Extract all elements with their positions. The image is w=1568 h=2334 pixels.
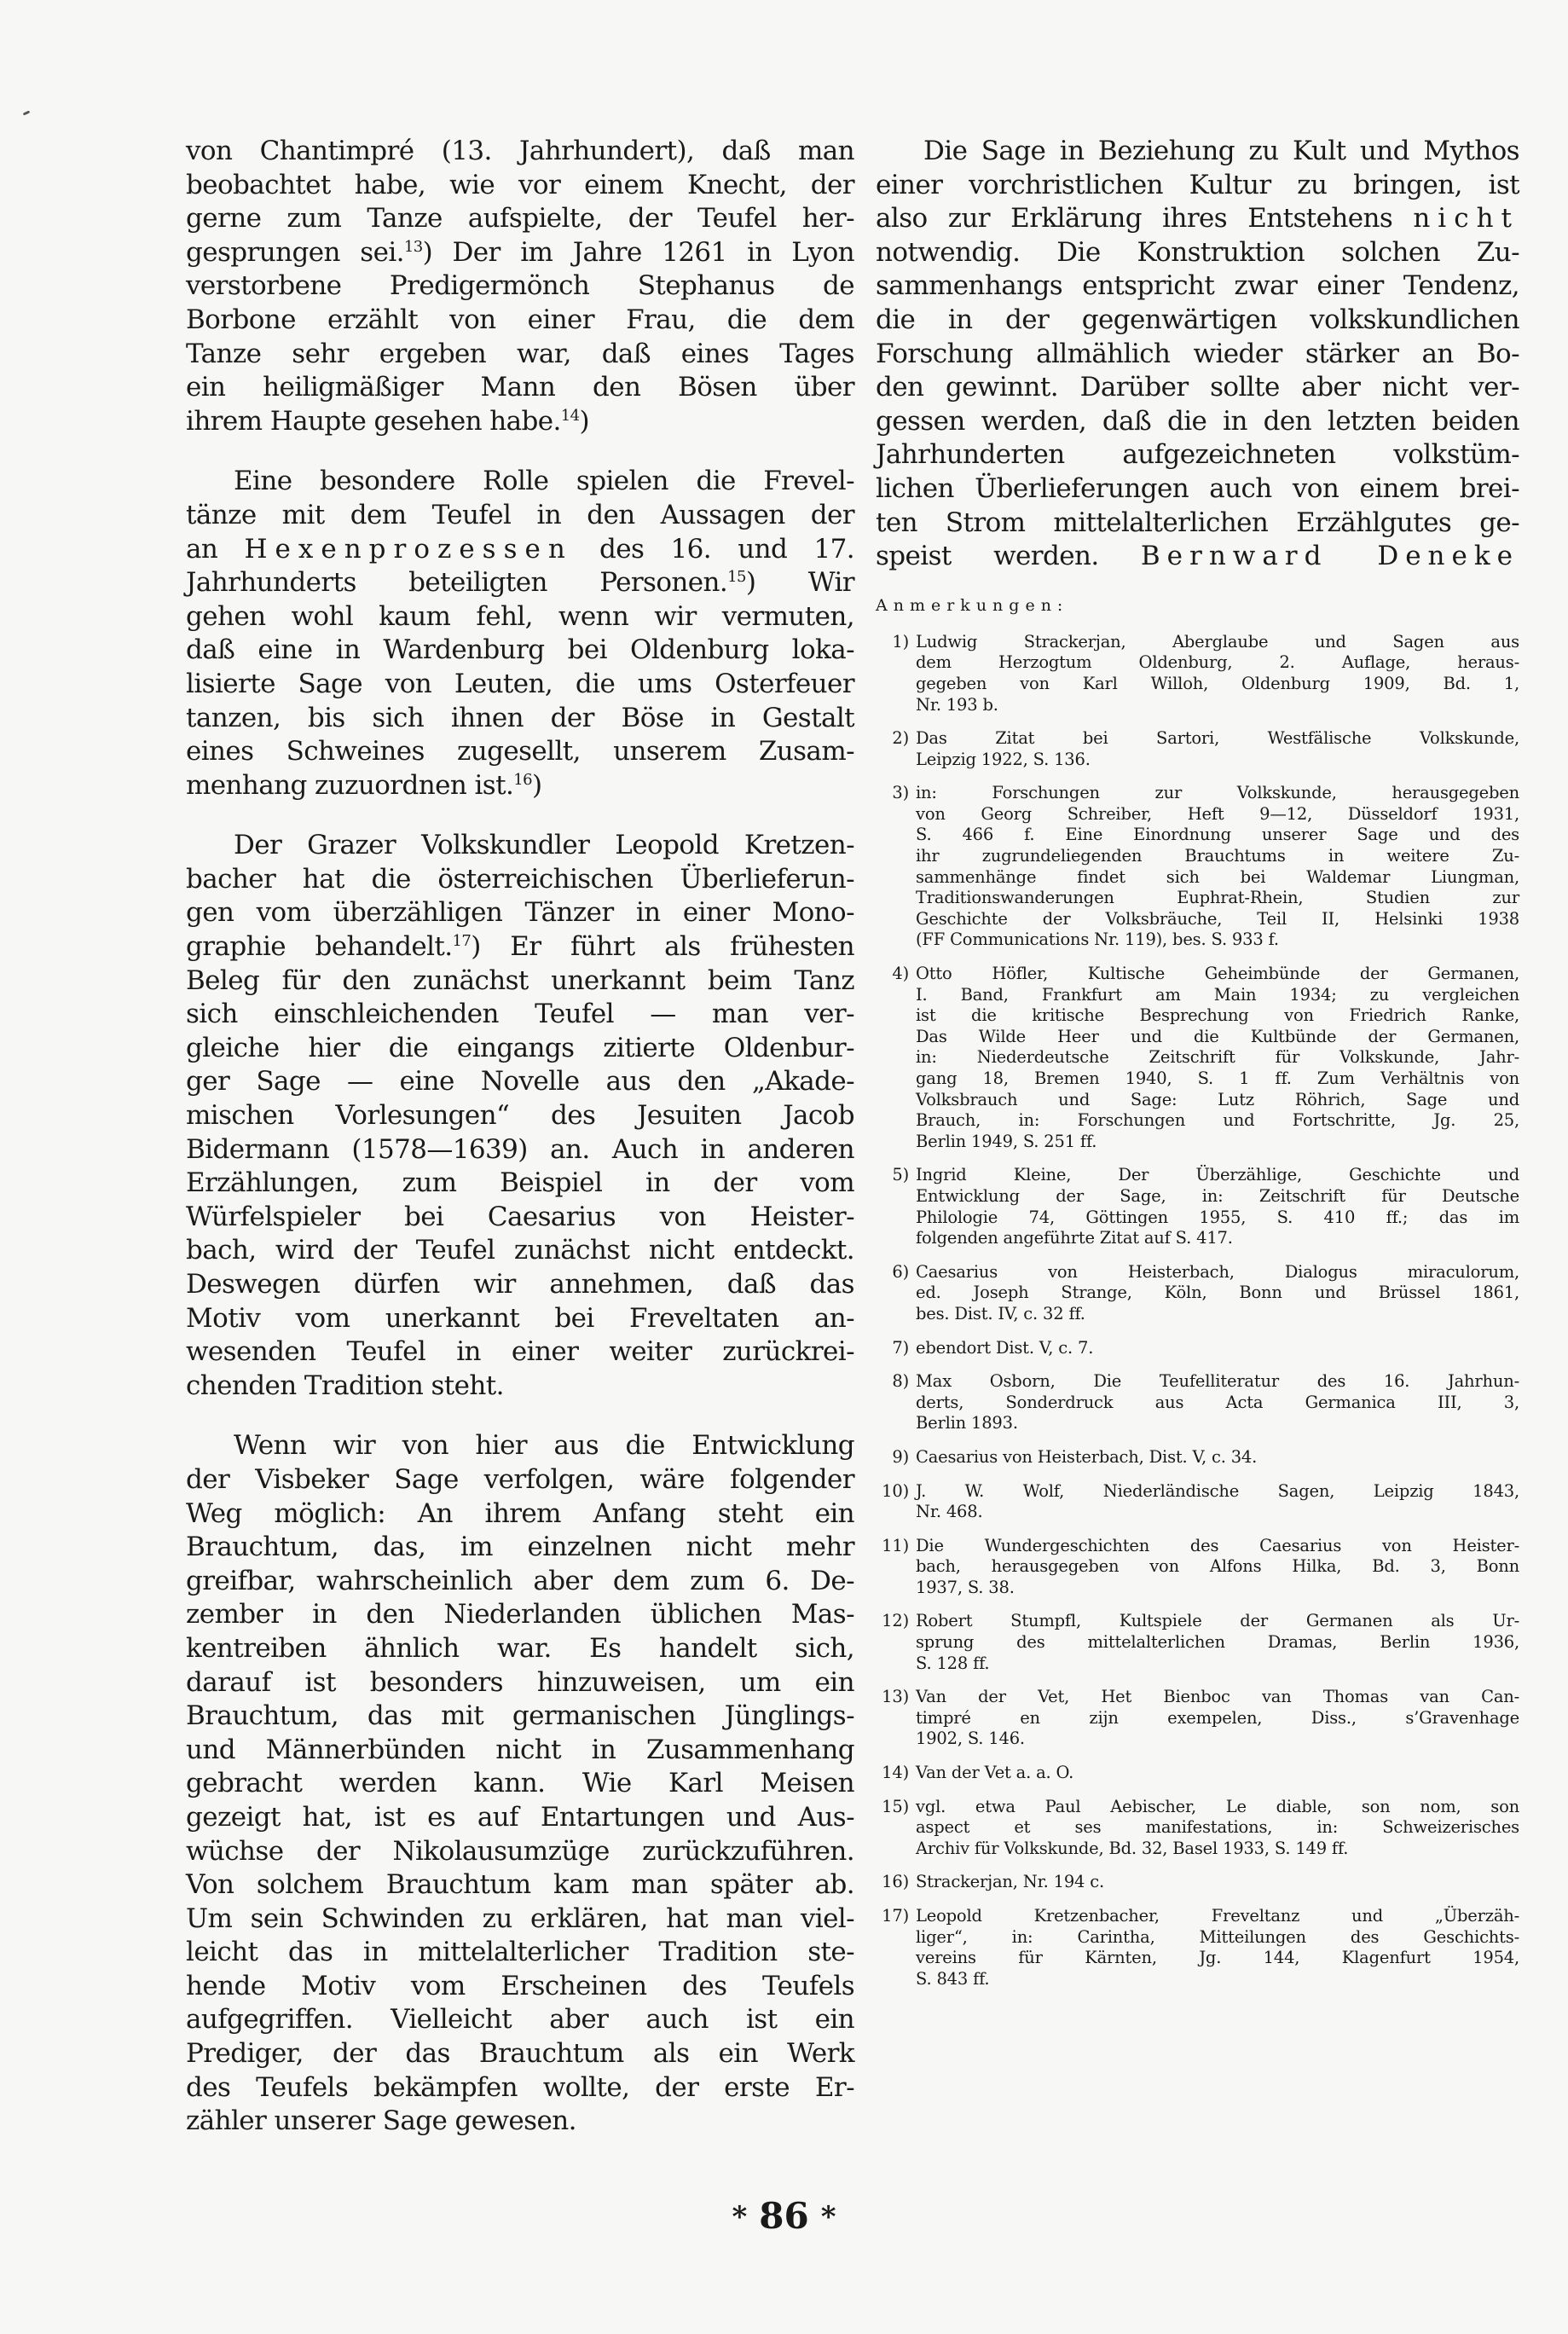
text-line: gezeigt hat, ist es auf Entartungen und Aus-: [186, 1801, 854, 1833]
footnote-line: ed. Joseph Strange, Köln, Bonn und Brüssel 1861,: [916, 1283, 1519, 1303]
footnote-line: dem Herzogtum Oldenburg, 2. Auflage, heraus-: [916, 652, 1519, 673]
signature-line: [876, 540, 1519, 574]
text-line: Brauchtum, das, im einzelnen nicht mehr: [186, 1532, 854, 1563]
text-line: die in der gegenwärtigen volkskundlichen: [876, 304, 1519, 335]
text-line: lichen Überlieferungen auch von einem brei-: [876, 472, 1519, 504]
footnote-line: (FF Communications Nr. 119), bes. S. 933 f.: [916, 930, 1279, 950]
footnote-text: [916, 1872, 1519, 1893]
footnote-line: Nr. 193 b.: [916, 694, 998, 715]
footnote-line: Geschichte der Volksbräuche, Teil II, Helsinki 1938: [916, 908, 1519, 929]
footnote-line: ihr zugrundeliegenden Brauchtums in weitere Zu-: [916, 846, 1519, 866]
footnote-number: 3): [892, 783, 909, 803]
footnote-line: Nr. 468.: [916, 1502, 983, 1522]
footnote-item: [876, 1906, 1519, 1989]
text-line: an Hexenprozessen des 16. und 17.: [186, 533, 854, 565]
footnote-line: vereins für Kärnten, Jg. 144, Klagenfurt 1954,: [916, 1948, 1519, 1968]
footnote-line: bach, herausgegeben von Alfons Hilka, Bd. 3, Bonn: [916, 1556, 1519, 1577]
footnote-number: 2): [892, 728, 909, 749]
page-number: [0, 2195, 1568, 2237]
footnote-number: 7): [892, 1337, 909, 1358]
notes-heading: Anmerkungen:: [876, 595, 1069, 615]
text-line: Weg möglich: An ihrem Anfang steht ein: [186, 1497, 854, 1529]
footnote-ref: 17: [452, 932, 472, 951]
text-line: ihrem Haupte gesehen habe.$^{14}$): [186, 405, 589, 437]
text-line: darauf ist besonders hinzuweisen, um ein: [186, 1666, 854, 1698]
footnote-line: Das Wilde Heer und die Kultbünde der Germanen,: [916, 1026, 1519, 1046]
footnote-item: [876, 1481, 1519, 1523]
text-line: gerne zum Tanze aufspielte, der Teufel her-: [186, 203, 854, 235]
footnote-line: gegeben von Karl Willoh, Oldenburg 1909, Bd. 1,: [916, 673, 1519, 693]
footnote-line: Robert Stumpfl, Kultspiele der Germanen als Ur-: [916, 1611, 1519, 1631]
body-paragraph: [186, 135, 854, 438]
footnote-ref: 14: [560, 406, 580, 425]
footnote-line: Caesarius von Heisterbach, Dialogus miraculorum,: [916, 1261, 1519, 1282]
footnote-number: 12): [882, 1611, 909, 1631]
footnote-line: 1937, S. 38.: [916, 1577, 1015, 1597]
footnote-item: [876, 1447, 1519, 1468]
text-line: Prediger, der das Brauchtum als ein Werk: [186, 2038, 854, 2070]
text-line: Die Sage in Beziehung zu Kult und Mythos: [923, 136, 1519, 166]
text-line: greifbar, wahrscheinlich aber dem zum 6. De-: [186, 1565, 854, 1596]
body-paragraph: [186, 829, 854, 1403]
text-line: Brauchtum, das mit germanischen Jünglings-: [186, 1700, 854, 1732]
text-line: mischen Vorlesungen“ des Jesuiten Jacob: [186, 1100, 854, 1132]
text-line: ten Strom mittelalterlichen Erzählgutes ge-: [876, 507, 1519, 538]
footnote-number: 5): [892, 1165, 909, 1185]
footnote-line: 1902, S. 146.: [916, 1729, 1025, 1749]
footnote-line: Ludwig Strackerjan, Aberglaube und Sagen aus: [916, 631, 1519, 652]
text-line: beobachtet habe, wie vor einem Knecht, der: [186, 169, 854, 200]
footnote-item: [876, 1371, 1519, 1434]
footnote-line: sammenhänge findet sich bei Waldemar Liungman,: [916, 866, 1519, 887]
footnote-line: Brauch, in: Forschungen und Fortschritte, Jg. 25,: [916, 1110, 1519, 1131]
footnote-line: J. W. Wolf, Niederländische Sagen, Leipzig 1843,: [916, 1480, 1519, 1501]
footnote-text: [916, 728, 1519, 770]
footnote-line: Das Zitat bei Sartori, Westfälische Volkskunde,: [916, 728, 1519, 749]
emphasis-spaced: nicht: [1413, 203, 1519, 235]
text-line: gessen werden, daß die in den letzten beiden: [876, 405, 1519, 437]
text-line: notwendig. Die Konstruktion solchen Zu-: [876, 236, 1519, 268]
text-line: gleiche hier die eingangs zitierte Oldenbur-: [186, 1032, 854, 1063]
body-paragraph: [186, 1429, 854, 2138]
footnote-line: bes. Dist. IV, c. 32 ff.: [916, 1303, 1085, 1323]
body-paragraph: [186, 465, 854, 802]
footnote-line: S. 843 ff.: [916, 1968, 990, 1989]
right-column: [876, 135, 1519, 2002]
text-line: ein heiligmäßiger Mann den Bösen über: [186, 372, 854, 403]
footnote-line: Caesarius von Heisterbach, Dist. V, c. 34.: [916, 1446, 1258, 1467]
footnote-text: [916, 1536, 1519, 1599]
footnote-line: vgl. etwa Paul Aebischer, Le diable, son nom, son: [916, 1796, 1519, 1816]
footnotes-list: [876, 632, 1519, 1990]
text-line: von Chantimpré (13. Jahrhundert), daß man: [186, 136, 854, 166]
text-line: Jahrhunderten aufgezeichneten volkstüm-: [876, 439, 1519, 471]
footnote-text: [916, 1262, 1519, 1325]
footnote-line: timpré en zijn exempelen, Diss., s’Gravenhage: [916, 1707, 1519, 1728]
star-ornament-icon: *: [732, 2200, 748, 2234]
text-line: bacher hat die österreichischen Überlieferun-: [186, 863, 854, 895]
footnote-number: 14): [882, 1763, 909, 1783]
footnote-ref: 13: [403, 237, 423, 256]
footnote-line: S. 128 ff.: [916, 1653, 990, 1673]
footnote-line: Strackerjan, Nr. 194 c.: [916, 1872, 1104, 1892]
text-line: hende Motiv vom Erscheinen des Teufels: [186, 1970, 854, 2001]
footnote-text: [916, 1906, 1519, 1989]
text-line: bach, wird der Teufel zunächst nicht entdeckt.: [186, 1235, 854, 1266]
footnote-text: [916, 1687, 1519, 1750]
text-line: Wenn wir von hier aus die Entwicklung: [234, 1430, 854, 1462]
footnote-number: 10): [882, 1480, 909, 1501]
footnote-line: derts, Sonderdruck aus Acta Germanica III, 3,: [916, 1392, 1519, 1412]
footnote-item: [876, 632, 1519, 715]
text-line: wüchse der Nikolausumzüge zurückzuführen.: [186, 1835, 854, 1867]
text-line: chenden Tradition steht.: [186, 1370, 504, 1401]
footnote-text: [916, 1165, 1519, 1248]
footnote-line: aspect et ses manifestations, in: Schweizerisches: [916, 1817, 1519, 1838]
footnote-line: Van der Vet a. a. O.: [916, 1763, 1074, 1783]
footnote-item: [876, 1262, 1519, 1325]
footnote-text: [916, 1611, 1519, 1674]
footnote-line: Ingrid Kleine, Der Überzählige, Geschichte und: [916, 1165, 1519, 1185]
footnote-line: Archiv für Volkskunde, Bd. 32, Basel 1933, S. 149 ff.: [916, 1838, 1349, 1858]
text-line: Tanze sehr ergeben war, daß eines Tages: [186, 338, 854, 369]
footnote-line: S. 466 f. Eine Einordnung unserer Sage und des: [916, 825, 1519, 845]
footnote-line: in: Forschungen zur Volkskunde, herausgegeben: [916, 783, 1519, 803]
footnote-line: von Georg Schreiber, Heft 9—12, Düsseldorf 1931,: [916, 803, 1519, 824]
footnote-number: 15): [882, 1796, 909, 1816]
footnote-line: Volksbrauch und Sage: Lutz Röhrich, Sage und: [916, 1089, 1519, 1109]
text-line: Erzählungen, zum Beispiel in der vom: [186, 1167, 854, 1199]
footnote-number: 1): [892, 631, 909, 652]
footnote-text: [916, 1371, 1519, 1434]
footnote-text: [916, 964, 1519, 1152]
text-line: Um sein Schwinden zu erklären, hat man viel-: [186, 1903, 854, 1934]
footnote-item: [876, 1763, 1519, 1784]
text-line: Motiv vom unerkannt bei Freveltaten an-: [186, 1302, 854, 1334]
text-line: und Männerbünden nicht in Zusammenhang: [186, 1734, 854, 1765]
text-line: tänze mit dem Teufel in den Aussagen der: [186, 499, 854, 530]
text-line: zember in den Niederlanden üblichen Mas-: [186, 1599, 854, 1630]
footnote-number: 6): [892, 1261, 909, 1282]
footnote-line: gang 18, Bremen 1940, S. 1 ff. Zum Verhältnis von: [916, 1069, 1519, 1088]
text-line: Eine besondere Rolle spielen die Frevel-: [234, 466, 854, 497]
text-line: gen vom überzähligen Tänzer in einer Mono-: [186, 897, 854, 929]
paragraph-gap: [186, 1403, 854, 1429]
text-line: aufgegriffen. Vielleicht aber auch ist ein: [186, 2004, 854, 2036]
footnote-ref: 16: [513, 770, 532, 789]
footnote-item: [876, 1797, 1519, 1860]
footnote-line: liger“, in: Carintha, Mitteilungen des Geschichts-: [916, 1926, 1519, 1947]
footnote-text: [916, 1481, 1519, 1523]
footnote-number: 9): [892, 1446, 909, 1467]
footnote-number: 4): [892, 964, 909, 984]
emphasis-spaced: Hexenprozessen: [244, 533, 573, 565]
scan-speck: [23, 110, 31, 115]
footnote-line: folgenden angeführte Zitat auf S. 417.: [916, 1228, 1233, 1248]
footnote-item: [876, 728, 1519, 770]
footnote-number: 17): [882, 1906, 909, 1926]
text-line: verstorbene Predigermönch Stephanus de: [186, 270, 854, 302]
text-line: Würfelspieler bei Caesarius von Heister-: [186, 1201, 854, 1232]
footnote-line: Van der Vet, Het Bienboc van Thomas van Can-: [916, 1687, 1519, 1707]
text-line: Bidermann (1578—1639) an. Auch in anderen: [186, 1133, 854, 1165]
closing-last-line: speist werden.: [876, 541, 1099, 572]
footnote-item: [876, 1872, 1519, 1893]
footnote-text: [916, 783, 1519, 951]
text-line: leicht das in mittelalterlicher Tradition ste-: [186, 1937, 854, 1968]
footnote-number: 13): [882, 1687, 909, 1707]
text-line: Der Grazer Volkskundler Leopold Kretzen-: [234, 830, 854, 861]
footnote-item: [876, 1536, 1519, 1599]
closing-paragraph: [876, 135, 1519, 540]
text-line: eines Schweines zugesellt, unserem Zusam-: [186, 736, 854, 767]
footnote-item: [876, 964, 1519, 1152]
closing-signature-line: [876, 540, 1519, 574]
footnote-item: [876, 1338, 1519, 1359]
footnote-text: [916, 1763, 1519, 1784]
page-number-value: 86: [759, 2195, 809, 2237]
footnote-line: Traditionswanderungen Euphrat-Rhein, Studien zur: [916, 888, 1519, 908]
text-line: Von solchem Brauchtum kam man später ab.: [186, 1869, 854, 1901]
text-line: daß eine in Wardenburg bei Oldenburg loka-: [186, 634, 854, 666]
footnote-line: ist die kritische Besprechung von Friedrich Ranke,: [916, 1005, 1519, 1026]
footnote-line: sprung des mittelalterlichen Dramas, Berlin 1936,: [916, 1632, 1519, 1653]
footnote-item: [876, 1611, 1519, 1674]
footnote-line: Berlin 1949, S. 251 ff.: [916, 1131, 1097, 1151]
footnote-text: [916, 1447, 1519, 1468]
footnote-number: 8): [892, 1371, 909, 1392]
text-line: Jahrhunderts beteiligten Personen.$^{15}$) Wir: [186, 567, 854, 599]
text-line: der Visbeker Sage verfolgen, wäre folgender: [186, 1463, 854, 1495]
text-line: graphie behandelt.$^{17}$) Er führt als frühesten: [186, 931, 854, 963]
text-line: Deswegen dürfen wir annehmen, daß das: [186, 1269, 854, 1300]
text-line: kentreiben ähnlich war. Es handelt sich,: [186, 1632, 854, 1664]
footnote-text: [916, 1338, 1519, 1359]
text-line: zähler unserer Sage gewesen.: [186, 2105, 576, 2137]
text-line: sammenhangs entspricht zwar einer Tendenz,: [876, 270, 1519, 302]
left-column: [186, 135, 854, 2139]
footnote-number: 16): [882, 1872, 909, 1892]
footnote-line: Philologie 74, Göttingen 1955, S. 410 ff.; das im: [916, 1207, 1519, 1227]
footnote-line: Entwicklung der Sage, in: Zeitschrift für Deutsche: [916, 1185, 1519, 1206]
author-signature: Bernward Deneke: [1140, 541, 1519, 572]
text-line: menhang zuzuordnen ist.$^{16}$): [186, 769, 542, 801]
text-line: einer vorchristlichen Kultur zu bringen, ist: [876, 169, 1519, 200]
footnote-line: Leopold Kretzenbacher, Freveltanz und „Überzäh-: [916, 1906, 1519, 1926]
text-line: lisierte Sage von Leuten, die ums Osterfeuer: [186, 668, 854, 699]
footnote-text: [916, 632, 1519, 715]
footnote-line: Otto Höfler, Kultische Geheimbünde der Germanen,: [916, 964, 1519, 984]
text-line: gesprungen sei.$^{13}$) Der im Jahre 1261 in Lyon: [186, 236, 854, 268]
paragraph-gap: [186, 438, 854, 465]
footnote-item: [876, 1687, 1519, 1750]
star-ornament-icon: *: [820, 2200, 836, 2234]
text-line: Forschung allmählich wieder stärker an Bo-: [876, 338, 1519, 369]
text-line: ger Sage — eine Novelle aus den „Akade-: [186, 1066, 854, 1098]
text-line: gebracht werden kann. Wie Karl Meisen: [186, 1768, 854, 1799]
footnote-line: Berlin 1893.: [916, 1413, 1018, 1433]
footnote-item: [876, 1165, 1519, 1248]
footnote-line: Leipzig 1922, S. 136.: [916, 749, 1091, 769]
footnote-text: [916, 1797, 1519, 1860]
paragraph-gap: [186, 802, 854, 829]
text-line: gehen wohl kaum fehl, wenn wir vermuten,: [186, 600, 854, 632]
footnote-line: Die Wundergeschichten des Caesarius von Heister-: [916, 1535, 1519, 1555]
text-line: des Teufels bekämpfen wollte, der erste Er-: [186, 2071, 854, 2103]
footnote-item: [876, 783, 1519, 951]
text-line: Borbone erzählt von einer Frau, die dem: [186, 304, 854, 335]
text-line: Beleg für den zunächst unerkannt beim Tanz: [186, 964, 854, 996]
text-line: also zur Erklärung ihres Entstehens nicht: [876, 203, 1519, 235]
text-line: sich einschleichenden Teufel — man ver-: [186, 999, 854, 1030]
text-line: den gewinnt. Darüber sollte aber nicht ver-: [876, 372, 1519, 403]
text-line: tanzen, bis sich ihnen der Böse in Gestalt: [186, 702, 854, 733]
footnote-line: Max Osborn, Die Teufelliteratur des 16. Jahrhun-: [916, 1371, 1519, 1392]
text-line: wesenden Teufel in einer weiter zurückrei-: [186, 1336, 854, 1368]
footnote-line: ebendort Dist. V, c. 7.: [916, 1337, 1094, 1358]
footnote-number: 11): [882, 1535, 909, 1555]
footnote-line: in: Niederdeutsche Zeitschrift für Volkskunde, Jahr-: [916, 1047, 1519, 1068]
footnote-line: I. Band, Frankfurt am Main 1934; zu vergleichen: [916, 984, 1519, 1005]
footnote-ref: 15: [727, 568, 746, 587]
